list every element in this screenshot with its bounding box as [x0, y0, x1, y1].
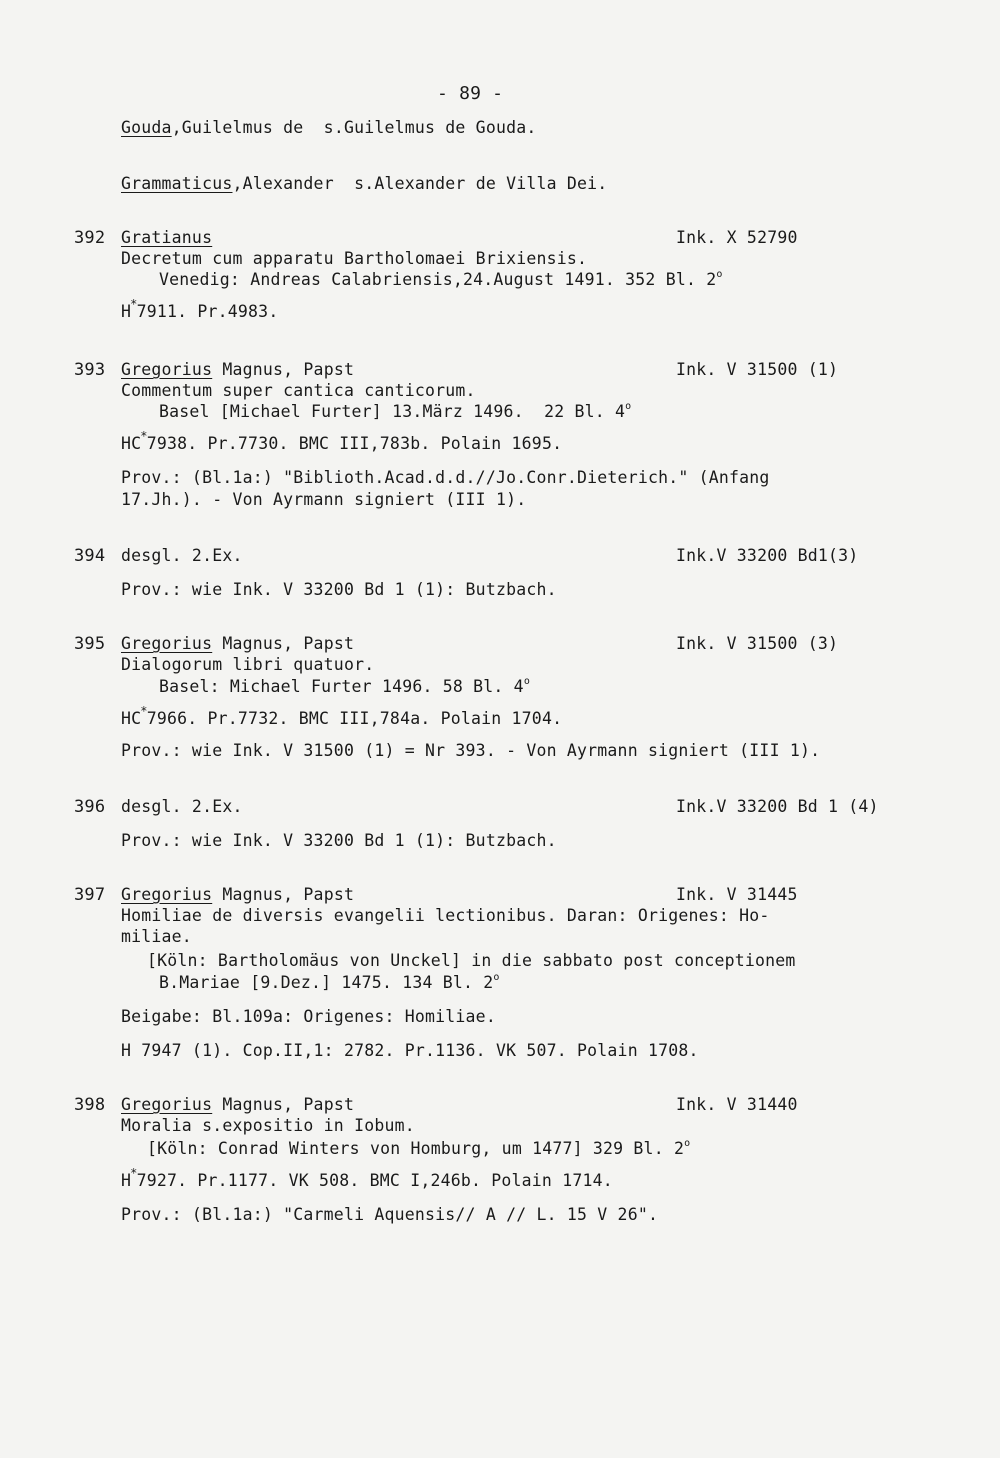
cross-ref-text: ,Alexander s.Alexander de Villa Dei. — [232, 174, 608, 193]
entry-heading-rest: Magnus, Papst — [212, 885, 355, 904]
ref-text: 7927. Pr.1177. VK 508. BMC I,246b. Polain 1714. — [136, 1171, 613, 1190]
provenance-line: Prov.: wie Ink. V 33200 Bd 1 (1): Butzbach. — [121, 580, 557, 599]
entry-heading — [121, 1095, 354, 1115]
format-superscript: o — [684, 1138, 691, 1149]
entry-imprint — [159, 270, 723, 293]
entry-heading-name: Gregorius — [121, 360, 213, 379]
entry-imprint: [Köln: Bartholomäus von Unckel] in die sabbato post conceptionem — [147, 951, 796, 970]
entry-number: 394 — [74, 546, 106, 566]
entry-number: 395 — [74, 634, 106, 654]
entry-imprint — [159, 402, 631, 425]
format-superscript: o — [493, 972, 500, 983]
entry-number: 393 — [74, 360, 106, 380]
entry-title: Homiliae de diversis evangelii lectionibus. Daran: Origenes: Ho- — [121, 906, 770, 925]
ref-prefix: H — [121, 302, 132, 321]
cross-ref-text: ,Guilelmus de s.Guilelmus de Gouda. — [171, 118, 537, 137]
asterisk-mark: * — [140, 704, 148, 718]
entry-title: Moralia s.expositio in Iobum. — [121, 1116, 415, 1135]
ref-prefix: H — [121, 1171, 132, 1190]
shelfmark: Ink.V 33200 Bd 1 (4) — [676, 797, 879, 816]
format-superscript: o — [523, 676, 531, 687]
entry-heading: desgl. 2.Ex. — [121, 546, 243, 565]
entry-number: 396 — [74, 797, 106, 817]
format-superscript: o — [625, 401, 632, 412]
asterisk-mark: * — [130, 297, 138, 311]
page-number: - 89 - — [437, 83, 504, 104]
provenance-line: Prov.: (Bl.1a:) "Biblioth.Acad.d.d.//Jo.Conr.Dieterich." (Anfang — [121, 468, 770, 487]
ref-prefix: HC — [121, 709, 142, 728]
entry-references: H 7947 (1). Cop.II,1: 2782. Pr.1136. VK 507. Polain 1708. — [121, 1041, 699, 1060]
entry-heading-name: Gratianus — [121, 228, 213, 247]
entry-heading-rest: Magnus, Papst — [212, 360, 355, 379]
ref-text: 7938. Pr.7730. BMC III,783b. Polain 1695. — [146, 434, 563, 453]
shelfmark: Ink.V 33200 Bd1(3) — [676, 546, 859, 565]
asterisk-mark: * — [140, 429, 148, 443]
entry-number: 392 — [74, 228, 106, 248]
entry-heading-rest: Magnus, Papst — [212, 634, 355, 653]
entry-heading — [121, 228, 212, 248]
entry-number: 397 — [74, 885, 106, 905]
entry-references — [121, 704, 563, 730]
entry-title: Commentum super cantica canticorum. — [121, 381, 476, 400]
provenance-line: Prov.: wie Ink. V 31500 (1) = Nr 393. - Von Ayrmann signiert (III 1). — [121, 741, 821, 760]
ref-text: 7966. Pr.7732. BMC III,784a. Polain 1704. — [146, 709, 563, 728]
imprint-text: B.Mariae [9.Dez.] 1475. 134 Bl. 2 — [159, 973, 494, 992]
entry-imprint-continued — [159, 973, 500, 996]
entry-title-continued: miliae. — [121, 927, 192, 946]
shelfmark: Ink. V 31440 — [676, 1095, 798, 1114]
imprint-text: [Köln: Conrad Winters von Homburg, um 1477] 329 Bl. 2 — [147, 1139, 685, 1158]
entry-title: Dialogorum libri quatuor. — [121, 655, 375, 674]
imprint-text: Basel [Michael Furter] 13.März 1496. 22 Bl. 4 — [159, 402, 626, 421]
beigabe-line: Beigabe: Bl.109a: Origenes: Homiliae. — [121, 1007, 496, 1026]
provenance-line: Prov.: wie Ink. V 33200 Bd 1 (1): Butzbach. — [121, 831, 557, 850]
provenance-line: Prov.: (Bl.1a:) "Carmeli Aquensis// A // L. 15 V 26". — [121, 1205, 659, 1224]
entry-heading: desgl. 2.Ex. — [121, 797, 243, 816]
cross-ref-gouda — [121, 118, 537, 138]
format-superscript: o — [716, 269, 723, 280]
entry-title: Decretum cum apparatu Bartholomaei Brixiensis. — [121, 249, 588, 268]
entry-heading-rest: Magnus, Papst — [212, 1095, 355, 1114]
asterisk-mark: * — [130, 1166, 138, 1180]
cross-ref-heading: Gouda — [121, 118, 172, 137]
entry-heading — [121, 634, 354, 654]
shelfmark: Ink. X 52790 — [676, 228, 798, 247]
ref-prefix: HC — [121, 434, 142, 453]
ref-text: 7911. Pr.4983. — [136, 302, 279, 321]
entry-heading — [121, 885, 354, 905]
entry-references — [121, 297, 279, 323]
entry-heading — [121, 360, 354, 380]
shelfmark: Ink. V 31445 — [676, 885, 798, 904]
entry-imprint — [159, 677, 530, 700]
shelfmark: Ink. V 31500 (1) — [676, 360, 839, 379]
entry-imprint — [147, 1139, 690, 1162]
cross-ref-grammaticus — [121, 174, 607, 194]
entry-references — [121, 429, 563, 455]
imprint-text: Venedig: Andreas Calabriensis,24.August 1491. 352 Bl. 2 — [159, 270, 717, 289]
provenance-line: 17.Jh.). - Von Ayrmann signiert (III 1). — [121, 490, 527, 509]
entry-references — [121, 1166, 613, 1192]
entry-heading-name: Gregorius — [121, 634, 213, 653]
cross-ref-heading: Grammaticus — [121, 174, 233, 193]
entry-number: 398 — [74, 1095, 106, 1115]
shelfmark: Ink. V 31500 (3) — [676, 634, 839, 653]
imprint-text: Basel: Michael Furter 1496. 58 Bl. 4 — [159, 677, 524, 696]
entry-heading-name: Gregorius — [121, 1095, 213, 1114]
entry-heading-name: Gregorius — [121, 885, 213, 904]
